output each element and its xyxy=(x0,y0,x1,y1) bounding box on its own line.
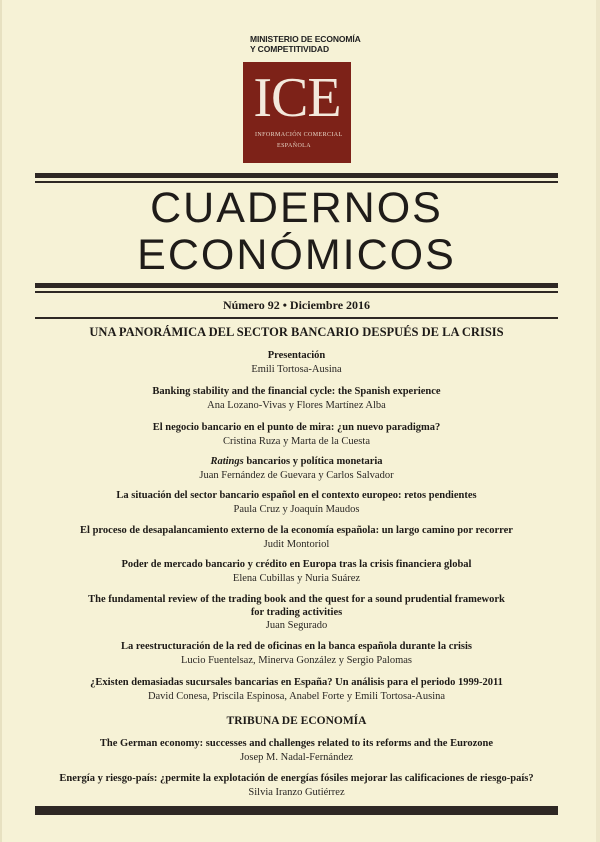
article-entry xyxy=(35,456,558,482)
article-authors: David Conesa, Priscila Espinosa, Anabel Forte y Emili Tortosa-Ausina xyxy=(147,690,446,702)
article-entry xyxy=(35,490,558,516)
article-title: La reestructuración de la red de oficinas en la banca española durante la crisis xyxy=(120,641,473,652)
article-entry xyxy=(35,559,558,585)
title-rule xyxy=(35,283,558,288)
issue-info: Número 92 • Diciembre 2016 xyxy=(222,298,371,312)
article-title: El proceso de desapalancamiento externo de la economía española: un largo camino por recorrer xyxy=(80,525,513,536)
article-entry xyxy=(35,594,558,632)
tribuna-authors: Silvia Iranzo Gutiérrez xyxy=(248,786,345,798)
article-entry xyxy=(35,386,558,412)
article-title: La situación del sector bancario español en el contexto europeo: retos pendientes xyxy=(116,490,477,501)
article-authors: Judit Montoriol xyxy=(263,538,330,550)
section-title-main: UNA PANORÁMICA DEL SECTOR BANCARIO DESPUÉS DE LA CRISIS xyxy=(89,325,504,339)
article-title: The fundamental review of the trading book and the quest for a sound prudential framework xyxy=(88,594,505,605)
article-title: El negocio bancario en el punto de mira: ¿un nuevo paradigma? xyxy=(152,422,441,433)
article-title: Banking stability and the financial cycle: the Spanish experience xyxy=(152,386,441,397)
article-title-emphasis: Ratings xyxy=(210,456,244,467)
article-entry xyxy=(35,525,558,551)
article-title: Presentación xyxy=(267,350,326,361)
ice-logo xyxy=(243,62,351,163)
tribuna-title: Energía y riesgo-país: ¿permite la explotación de energías fósiles mejorar las calificaciones de riesgo-país? xyxy=(59,773,534,784)
issue-rule xyxy=(35,317,558,319)
top-rule xyxy=(35,173,558,178)
journal-title-line-2: ECONÓMICOS xyxy=(137,231,456,279)
ministry-header xyxy=(250,34,370,54)
article-title: ¿Existen demasiadas sucursales bancarias en España? Un análisis para el periodo 1999-2011 xyxy=(90,677,503,688)
article-authors: Juan Fernández de Guevara y Carlos Salvador xyxy=(199,469,394,481)
article-authors: Paula Cruz y Joaquín Maudos xyxy=(233,503,360,515)
ministry-line-2: Y COMPETITIVIDAD xyxy=(250,44,330,54)
ice-logo-subtitle xyxy=(255,130,343,152)
tribuna-entry xyxy=(35,738,558,764)
tribuna-authors: Josep M. Nadal-Fernández xyxy=(240,751,353,763)
article-authors: Lucio Fuentelsaz, Minerva González y Sergio Palomas xyxy=(180,654,413,666)
section-title-tribuna: TRIBUNA DE ECONOMÍA xyxy=(226,715,367,727)
article-title: Poder de mercado bancario y crédito en Europa tras la crisis financiera global xyxy=(121,559,472,570)
ice-logo-subtitle-1: INFORMACIÓN COMERCIAL xyxy=(255,132,343,138)
article-authors: Emili Tortosa-Ausina xyxy=(251,363,342,375)
article-authors: Cristina Ruza y Marta de la Cuesta xyxy=(223,435,370,447)
bottom-rule xyxy=(35,806,558,815)
article-authors: Ana Lozano-Vivas y Flores Martínez Alba xyxy=(207,399,386,411)
article-authors: Elena Cubillas y Nuria Suárez xyxy=(232,572,361,584)
ministry-line-1: MINISTERIO DE ECONOMÍA xyxy=(250,34,361,44)
article-entry xyxy=(35,422,558,448)
article-entry xyxy=(35,350,558,376)
ice-logo-acronym: ICE xyxy=(253,67,341,129)
top-rule-thin xyxy=(35,181,558,183)
article-entry xyxy=(35,641,558,667)
tribuna-entry xyxy=(35,773,558,799)
article-title-continued: for trading activities xyxy=(250,606,343,618)
article-entry xyxy=(35,677,558,703)
title-rule-thin xyxy=(35,291,558,293)
article-title-rest: bancarios y política monetaria xyxy=(243,456,383,467)
tribuna-title: The German economy: successes and challenges related to its reforms and the Eurozone xyxy=(99,738,494,749)
article-title xyxy=(35,456,558,469)
ice-logo-subtitle-2: ESPAÑOLA xyxy=(277,143,311,149)
journal-title-line-1: CUADERNOS xyxy=(150,184,443,232)
article-authors: Juan Segurado xyxy=(265,620,328,631)
